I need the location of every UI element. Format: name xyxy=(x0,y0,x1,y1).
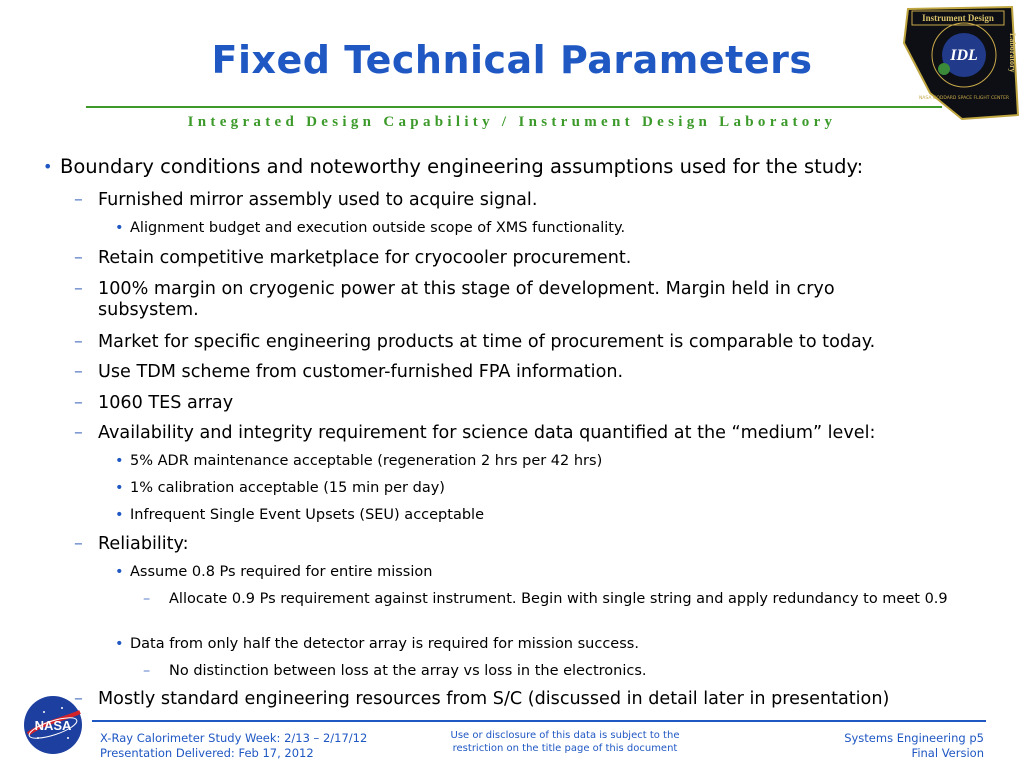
disclaimer-line-2: restriction on the title page of this document xyxy=(452,743,678,754)
list-item-text: Assume 0.8 Ps required for entire mission xyxy=(130,564,433,580)
list-item-text: No distinction between loss at the array vs loss in the electronics. xyxy=(169,663,647,679)
dash-marker: – xyxy=(74,332,83,352)
list-item-text: Use TDM scheme from customer-furnished FPA information. xyxy=(98,362,624,382)
page-subtitle: Integrated Design Capability / Instrument Design Laboratory xyxy=(187,114,837,130)
bullet-marker: • xyxy=(43,157,53,176)
list-item-text: 5% ADR maintenance acceptable (regeneration 2 hrs per 42 hrs) xyxy=(130,453,603,469)
footer-left xyxy=(100,731,367,761)
footer-divider xyxy=(92,720,986,722)
logo-text-right: Laboratory xyxy=(1008,33,1017,73)
disclaimer-line-1: Use or disclosure of this data is subject to the xyxy=(450,730,680,741)
list-item-text: Availability and integrity requirement for science data quantified at the “medium” level: xyxy=(98,423,876,443)
bullet-marker: • xyxy=(115,480,124,496)
logo-ring-text: NASA GODDARD SPACE FLIGHT CENTER xyxy=(918,96,1010,101)
list-item-text: 1% calibration acceptable (15 min per day) xyxy=(130,480,445,496)
bullet-marker: • xyxy=(115,564,124,580)
logo-monogram: IDL xyxy=(950,47,978,64)
dash-marker: – xyxy=(74,248,83,268)
nasa-logo xyxy=(22,694,84,756)
nasa-logo-text: NASA xyxy=(34,718,72,733)
dash-marker: – xyxy=(143,663,151,679)
title-divider xyxy=(86,106,942,108)
logo-text-top: Instrument Design xyxy=(922,13,994,23)
list-item-text: Infrequent Single Event Upsets (SEU) acceptable xyxy=(130,507,484,523)
dash-marker: – xyxy=(74,362,83,382)
list-item-text: Retain competitive marketplace for cryocooler procurement. xyxy=(98,248,632,268)
list-item-text: Furnished mirror assembly used to acquire signal. xyxy=(98,190,538,210)
dash-marker: – xyxy=(74,423,83,443)
bullet-marker: • xyxy=(115,636,124,652)
bullet-marker: • xyxy=(115,220,124,236)
list-item-text: Allocate 0.9 Ps requirement against instrument. Begin with single string and apply redundancy to meet 0.9 xyxy=(169,591,948,607)
list-item-text: Data from only half the detector array is required for mission success. xyxy=(130,636,639,652)
dash-marker: – xyxy=(74,393,83,413)
dash-marker: – xyxy=(74,279,83,299)
list-item-text: Mostly standard engineering resources from S/C (discussed in detail later in presentation) xyxy=(98,689,890,709)
dash-marker: – xyxy=(143,591,151,607)
list-item-text: Market for specific engineering products at time of procurement is comparable to today. xyxy=(98,332,876,352)
dash-marker: – xyxy=(74,190,83,210)
footer-right xyxy=(844,731,984,761)
list-item-text: 1060 TES array xyxy=(98,393,234,413)
idl-logo xyxy=(900,3,1022,121)
list-item-text: 100% margin on cryogenic power at this stage of development. Margin held in cryo subsystem. xyxy=(98,279,835,320)
dash-marker: – xyxy=(74,689,83,709)
version-label: Final Version xyxy=(911,746,984,760)
footer-disclaimer xyxy=(420,729,710,755)
bullet-marker: • xyxy=(115,507,124,523)
list-item-text: Boundary conditions and noteworthy engineering assumptions used for the study: xyxy=(60,155,864,178)
presentation-date-text: Presentation Delivered: Feb 17, 2012 xyxy=(100,746,314,760)
page-title: Fixed Technical Parameters xyxy=(211,38,813,82)
page-label: Systems Engineering p5 xyxy=(844,731,984,745)
dash-marker: – xyxy=(74,534,83,554)
list-item-text: Alignment budget and execution outside scope of XMS functionality. xyxy=(130,220,626,236)
bullet-marker: • xyxy=(115,453,124,469)
list-item-text: Reliability: xyxy=(98,534,189,554)
study-week-text: X-Ray Calorimeter Study Week: 2/13 – 2/17/12 xyxy=(100,731,368,745)
